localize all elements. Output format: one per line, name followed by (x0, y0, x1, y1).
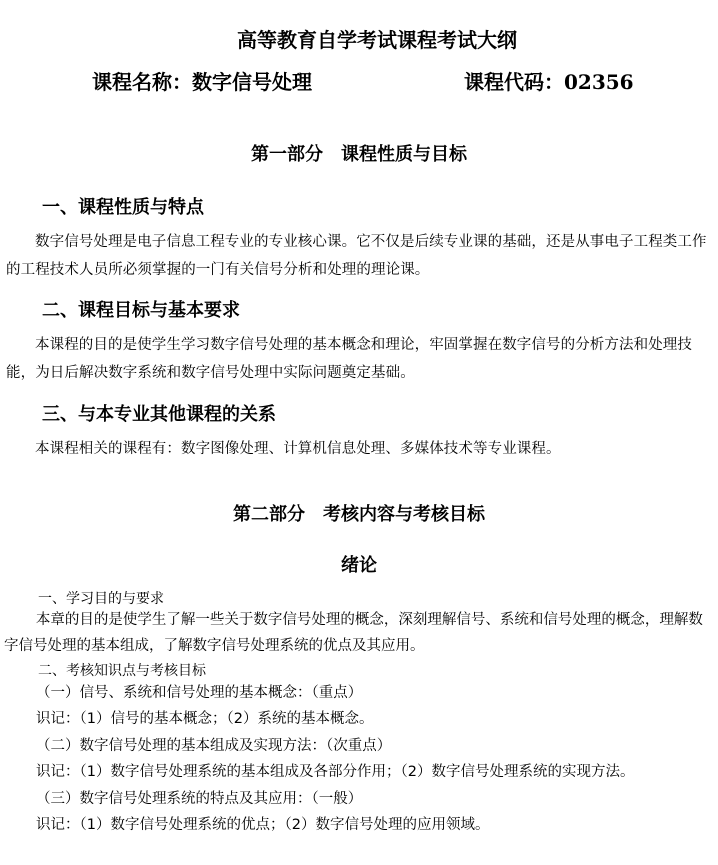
assessment-item: （二）数字信号处理的基本组成及实现方法：（次重点） (36, 738, 392, 754)
assessment-item: 识记：（1）数字信号处理系统的优点；（2）数字信号处理的应用领域。 (36, 817, 490, 833)
subsection-text-purpose: 本章的目的是使学生了解一些关于数字信号处理的概念，深刻理解信号、系统和信号处理的概念，理解数字信号处理的基本组成，了解数字信号处理系统的优点及其应用。 (4, 612, 703, 654)
section-text-relations: 本课程相关的课程有：数字图像处理、计算机信息处理、多媒体技术等专业课程。 (35, 441, 561, 457)
assessment-item: （三）数字信号处理系统的特点及其应用：（一般） (36, 791, 363, 807)
part2-title: 第二部分 考核内容与考核目标 (233, 504, 485, 525)
section-heading-objectives: 二、课程目标与基本要求 (42, 300, 240, 321)
course-code: 课程代码：02356 (464, 70, 634, 94)
document-title: 高等教育自学考试课程考试大纲 (237, 28, 517, 52)
chapter-title: 绪论 (341, 555, 377, 576)
assessment-item: （一）信号、系统和信号处理的基本概念：（重点） (36, 685, 363, 701)
subsection-heading-purpose: 一、学习目的与要求 (38, 591, 164, 607)
assessment-item: 识记：（1）信号的基本概念；（2）系统的基本概念。 (36, 711, 374, 727)
section-text-objectives: 本课程的目的是使学生学习数字信号处理的基本概念和理论，牢固掌握在数字信号的分析方法和处理技能，为日后解决数字系统和数字信号处理中实际问题奠定基础。 (6, 337, 692, 381)
section-heading-relations: 三、与本专业其他课程的关系 (42, 404, 276, 425)
subsection-heading-assessment: 二、考核知识点与考核目标 (38, 663, 206, 679)
part1-title: 第一部分 课程性质与目标 (251, 144, 467, 165)
section-heading-nature: 一、课程性质与特点 (42, 197, 204, 218)
course-name: 课程名称：数字信号处理 (92, 70, 312, 94)
section-text-nature: 数字信号处理是电子信息工程专业的专业核心课。它不仅是后续专业课的基础，还是从事电子工程类工作的工程技术人员所必须掌握的一门有关信号分析和处理的理论课。 (6, 234, 707, 278)
assessment-item: 识记：（1）数字信号处理系统的基本组成及各部分作用；（2）数字信号处理系统的实现方法。 (36, 764, 635, 780)
